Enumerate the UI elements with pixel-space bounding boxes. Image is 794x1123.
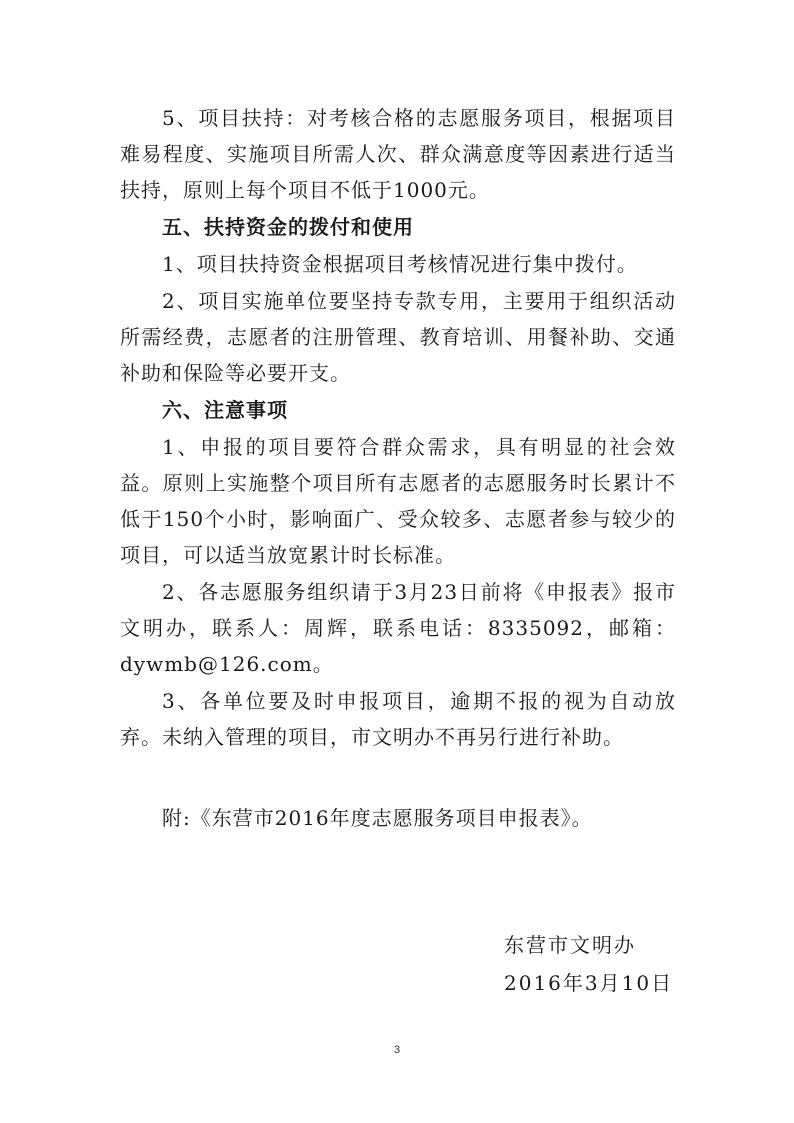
signature-date: 2016年3月10日 xyxy=(504,971,674,995)
document-body xyxy=(120,100,676,856)
paragraph-note-deadline: 3、各单位要及时申报项目，逾期不报的视为自动放弃。未纳入管理的项目，市文明办不再另行进行补助。 xyxy=(120,689,676,749)
page-number: 3 xyxy=(393,1044,401,1056)
signature-block xyxy=(504,926,673,1002)
attachment-line: 附:《东营市2016年度志愿服务项目申报表》。 xyxy=(162,806,593,830)
paragraph-note-requirements: 1、申报的项目要符合群众需求，具有明显的社会效益。原则上实施整个项目所有志愿者的志愿服务时长累计不低于150个小时，影响面广、受众较多、志愿者参与较少的项目，可以适当放宽累计时长标准。 xyxy=(120,435,676,567)
section-heading-notes: 六、注意事项 xyxy=(162,398,288,422)
signature-org: 东营市文明办 xyxy=(504,933,636,957)
section-heading-funding: 五、扶持资金的拨付和使用 xyxy=(162,215,414,239)
paragraph-note-contact: 2、各志愿服务组织请于3月23日前将《申报表》报市文明办，联系人：周辉，联系电话：8335092，邮箱：dywmb@126.com。 xyxy=(120,580,676,676)
paragraph-funding-usage: 2、项目实施单位要坚持专款专用，主要用于组织活动所需经费，志愿者的注册管理、教育培训、用餐补助、交通补助和保险等必要开支。 xyxy=(120,289,676,385)
paragraph-funding-allocation: 1、项目扶持资金根据项目考核情况进行集中拨付。 xyxy=(162,252,638,276)
paragraph-project-support: 5、项目扶持：对考核合格的志愿服务项目，根据项目难易程度、实施项目所需人次、群众满意度等因素进行适当扶持，原则上每个项目不低于1000元。 xyxy=(120,106,676,202)
